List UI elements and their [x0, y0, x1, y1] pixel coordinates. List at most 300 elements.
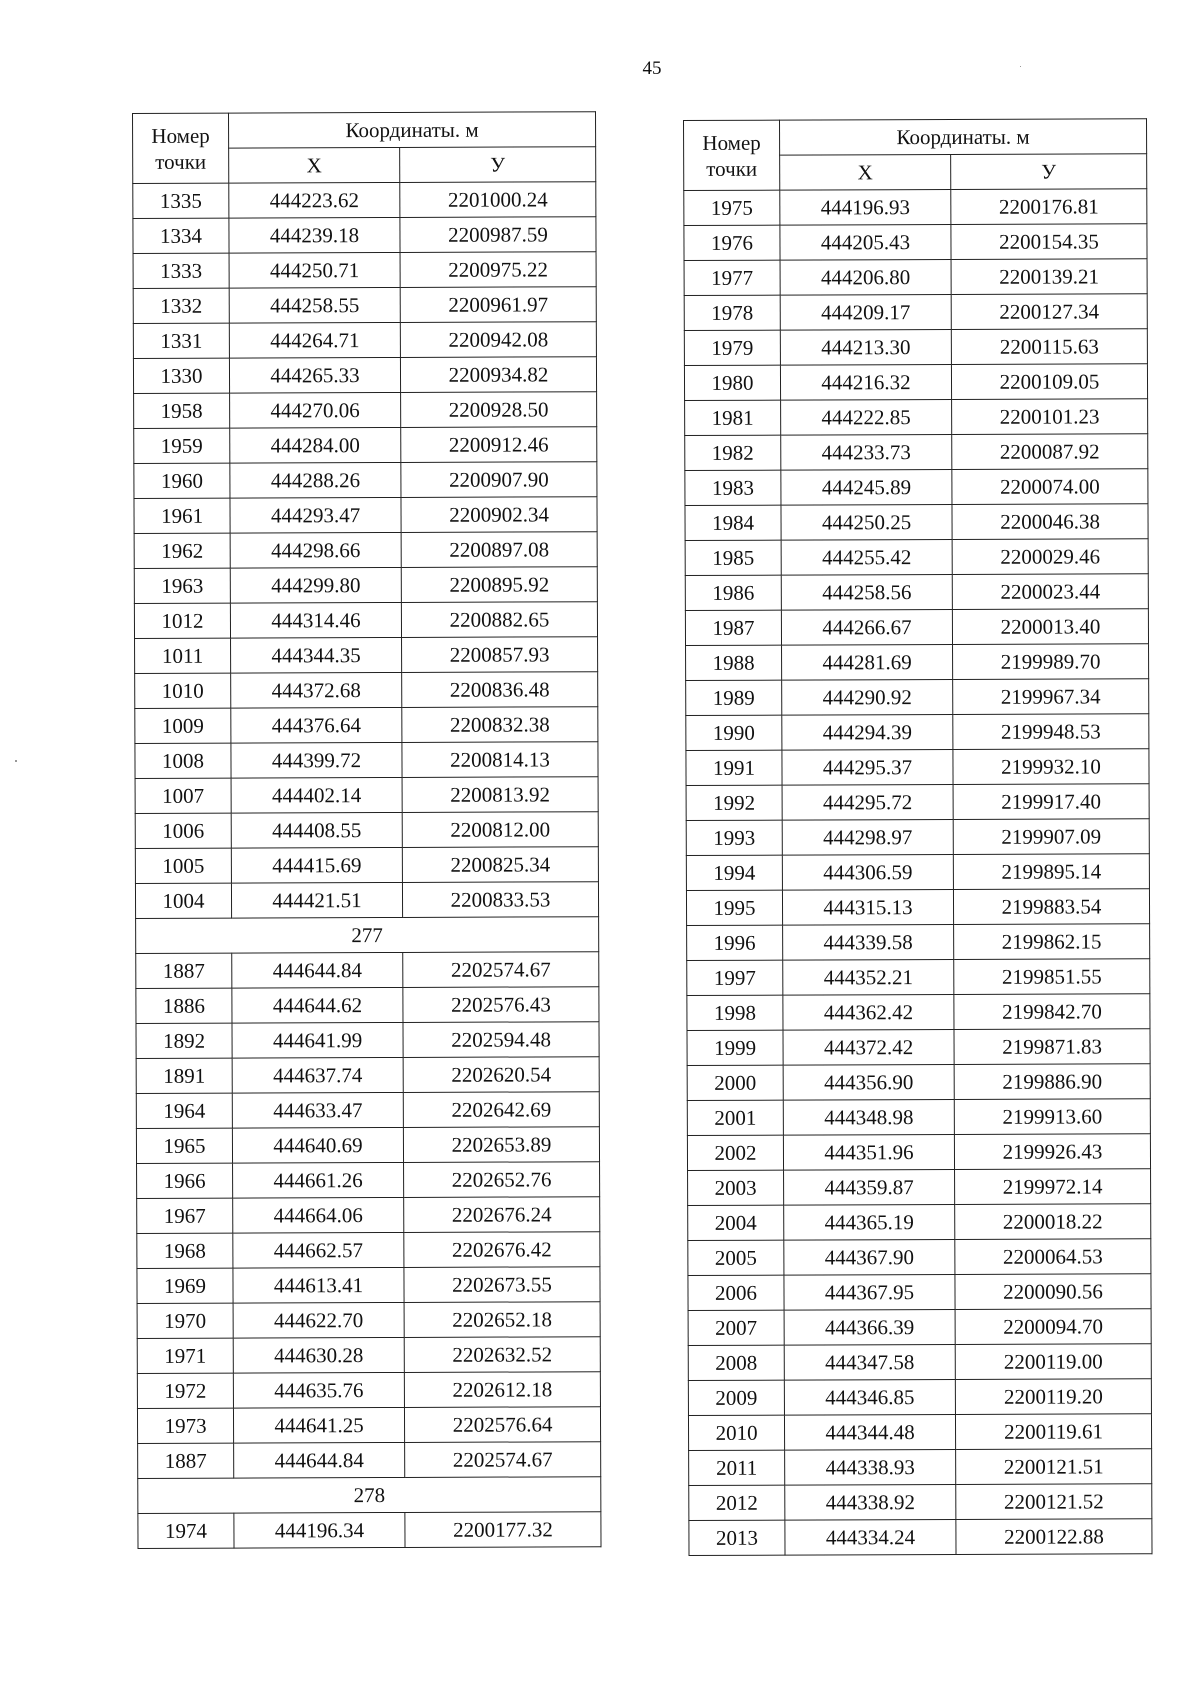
table-row [688, 1169, 1151, 1206]
point-number-cell: 1970 [137, 1303, 233, 1338]
table-row [137, 1337, 600, 1374]
table-row [138, 1442, 601, 1479]
point-number-cell: 1997 [687, 960, 783, 995]
x-coordinate-cell: 444295.37 [782, 749, 953, 785]
point-number-cell: 1962 [134, 533, 230, 568]
section-number: 277 [136, 917, 599, 954]
point-number-cell: 1975 [684, 190, 780, 225]
y-coordinate-cell: 2200176.81 [951, 189, 1147, 225]
table-row [686, 749, 1149, 786]
point-number-cell: 1333 [133, 253, 229, 288]
y-coordinate-cell: 2200975.22 [400, 252, 596, 288]
x-coordinate-cell: 444338.93 [785, 1449, 956, 1485]
y-coordinate-cell: 2199972.14 [955, 1169, 1151, 1205]
point-number-cell: 1887 [138, 1443, 234, 1478]
x-coordinate-cell: 444408.55 [231, 812, 402, 848]
point-number-cell: 2007 [688, 1310, 784, 1345]
y-coordinate-cell: 2200023.44 [952, 574, 1148, 610]
table-body [133, 182, 601, 1549]
point-number-cell: 1008 [135, 743, 231, 778]
x-coordinate-cell: 444356.90 [783, 1064, 954, 1100]
scan-speck [15, 760, 17, 762]
x-coordinate-cell: 444640.69 [232, 1127, 403, 1163]
x-coordinate-cell: 444613.41 [233, 1267, 404, 1303]
point-number-cell: 1988 [686, 645, 782, 680]
x-coordinate-cell: 444295.72 [782, 784, 953, 820]
y-coordinate-cell: 2200119.00 [955, 1344, 1151, 1380]
point-number-cell: 2001 [687, 1100, 783, 1135]
y-column-header: У [400, 147, 596, 183]
table-row [135, 707, 598, 744]
y-coordinate-cell: 2199948.53 [953, 714, 1149, 750]
table-row [137, 1162, 600, 1199]
y-coordinate-cell: 2200814.13 [402, 742, 598, 778]
table-row [137, 1372, 600, 1409]
y-coordinate-cell: 2199883.54 [953, 889, 1149, 925]
point-number-cell: 1984 [685, 505, 781, 540]
point-number-cell: 1330 [133, 358, 229, 393]
x-coordinate-cell: 444315.13 [782, 889, 953, 925]
point-number-cell: 2011 [689, 1450, 785, 1485]
y-coordinate-cell: 2200942.08 [400, 322, 596, 358]
table-row [136, 1022, 599, 1059]
x-coordinate-cell: 444644.62 [232, 987, 403, 1023]
point-number-cell: 1332 [133, 288, 229, 323]
table-row [137, 1267, 600, 1304]
x-coordinate-cell: 444223.62 [229, 182, 400, 218]
table-row [687, 1064, 1150, 1101]
x-coordinate-cell: 444338.92 [785, 1484, 956, 1520]
y-coordinate-cell: 2202576.64 [404, 1407, 600, 1443]
point-number-cell: 1983 [685, 470, 781, 505]
table-row [135, 847, 598, 884]
x-coordinate-cell: 444196.93 [780, 189, 951, 225]
y-coordinate-cell: 2200907.90 [401, 462, 597, 498]
y-coordinate-cell: 2200119.20 [955, 1379, 1151, 1415]
table-row [134, 497, 597, 534]
x-coordinate-cell: 444344.35 [231, 637, 402, 673]
section-row [138, 1477, 601, 1514]
x-coordinate-cell: 444298.66 [230, 532, 401, 568]
table-row [686, 784, 1149, 821]
x-coordinate-cell: 444265.33 [229, 357, 400, 393]
y-coordinate-cell: 2200177.32 [405, 1512, 601, 1548]
table-row [688, 1239, 1151, 1276]
y-coordinate-cell: 2199917.40 [953, 784, 1149, 820]
table-row [134, 427, 597, 464]
point-number-cell: 1999 [687, 1030, 783, 1065]
point-number-cell: 1964 [136, 1093, 232, 1128]
point-number-cell: 2013 [689, 1520, 785, 1555]
table-row [689, 1519, 1152, 1556]
point-number-cell: 1968 [137, 1233, 233, 1268]
y-coordinate-cell: 2202576.43 [403, 987, 599, 1023]
point-number-cell: 2002 [687, 1135, 783, 1170]
y-coordinate-cell: 2200895.92 [401, 567, 597, 603]
y-coordinate-cell: 2200934.82 [400, 357, 596, 393]
y-coordinate-cell: 2202642.69 [403, 1092, 599, 1128]
y-coordinate-cell: 2200833.53 [402, 882, 598, 918]
x-coordinate-cell: 444421.51 [231, 882, 402, 918]
y-coordinate-cell: 2200832.38 [402, 707, 598, 743]
point-number-cell: 1005 [135, 848, 231, 883]
y-coordinate-cell: 2200109.05 [951, 364, 1147, 400]
point-number-cell: 1998 [687, 995, 783, 1030]
y-coordinate-cell: 2200882.65 [401, 602, 597, 638]
y-coordinate-cell: 2201000.24 [400, 182, 596, 218]
table-row [687, 959, 1150, 996]
table-row [687, 1099, 1150, 1136]
point-number-cell: 1967 [137, 1198, 233, 1233]
x-coordinate-cell: 444365.19 [784, 1204, 955, 1240]
y-coordinate-cell: 2200122.88 [956, 1519, 1152, 1555]
table-row [137, 1407, 600, 1444]
table-row [685, 504, 1148, 541]
table-row [687, 1134, 1150, 1171]
point-number-header: Номер точки [684, 120, 780, 190]
point-number-cell: 2008 [688, 1345, 784, 1380]
table-row [137, 1232, 600, 1269]
table-row [135, 742, 598, 779]
table-body [684, 189, 1152, 1556]
x-coordinate-cell: 444339.58 [783, 924, 954, 960]
point-number-cell: 1994 [686, 855, 782, 890]
table-row [133, 252, 596, 289]
table-row [687, 994, 1150, 1031]
point-number-cell: 1987 [685, 610, 781, 645]
x-coordinate-cell: 444367.90 [784, 1239, 955, 1275]
table-row [135, 777, 598, 814]
point-number-cell: 1976 [684, 225, 780, 260]
table-row [686, 679, 1149, 716]
x-coordinate-cell: 444334.24 [785, 1519, 956, 1555]
y-coordinate-cell: 2202632.52 [404, 1337, 600, 1373]
table-row [135, 672, 598, 709]
table-row [135, 812, 598, 849]
coordinates-header: Координаты. м [229, 112, 596, 148]
x-coordinate-cell: 444641.99 [232, 1022, 403, 1058]
x-coordinate-cell: 444281.69 [782, 644, 953, 680]
table-row [686, 889, 1149, 926]
point-number-cell: 1886 [136, 988, 232, 1023]
point-number-cell: 1969 [137, 1268, 233, 1303]
x-coordinate-cell: 444351.96 [783, 1134, 954, 1170]
point-number-cell: 1980 [684, 365, 780, 400]
y-coordinate-cell: 2202676.42 [404, 1232, 600, 1268]
coordinates-header: Координаты. м [780, 119, 1147, 155]
x-coordinate-cell: 444258.56 [781, 574, 952, 610]
table-row [685, 574, 1148, 611]
y-coordinate-cell: 2200912.46 [401, 427, 597, 463]
point-number-cell: 1981 [685, 400, 781, 435]
point-number-cell: 1012 [134, 603, 230, 638]
y-coordinate-cell: 2200013.40 [952, 609, 1148, 645]
x-coordinate-cell: 444641.25 [233, 1407, 404, 1443]
x-coordinate-cell: 444209.17 [780, 294, 951, 330]
point-number-cell: 2009 [688, 1380, 784, 1415]
point-number-cell: 2006 [688, 1275, 784, 1310]
table-row [134, 532, 597, 569]
point-number-cell: 2003 [688, 1170, 784, 1205]
y-coordinate-cell: 2199932.10 [953, 749, 1149, 785]
y-coordinate-cell: 2200928.50 [401, 392, 597, 428]
point-number-cell: 1979 [684, 330, 780, 365]
y-coordinate-cell: 2199967.34 [953, 679, 1149, 715]
table-row [685, 434, 1148, 471]
y-coordinate-cell: 2202612.18 [404, 1372, 600, 1408]
y-coordinate-cell: 2200029.46 [952, 539, 1148, 575]
y-coordinate-cell: 2200902.34 [401, 497, 597, 533]
table-row [684, 364, 1147, 401]
x-coordinate-cell: 444372.68 [231, 672, 402, 708]
x-coordinate-cell: 444314.46 [230, 602, 401, 638]
y-coordinate-cell: 2200090.56 [955, 1274, 1151, 1310]
y-coordinate-cell: 2200154.35 [951, 224, 1147, 260]
y-coordinate-cell: 2200825.34 [402, 847, 598, 883]
table-row [136, 1092, 599, 1129]
y-coordinate-cell: 2199862.15 [954, 924, 1150, 960]
coordinates-table-right [683, 118, 1153, 1556]
point-number-cell: 1971 [137, 1338, 233, 1373]
point-number-cell: 1334 [133, 218, 229, 253]
table-row [686, 819, 1149, 856]
point-number-cell: 2010 [688, 1415, 784, 1450]
x-coordinate-cell: 444362.42 [783, 994, 954, 1030]
y-coordinate-cell: 2200857.93 [402, 637, 598, 673]
point-number-cell: 1004 [135, 883, 231, 918]
y-coordinate-cell: 2200018.22 [955, 1204, 1151, 1240]
page-number: 45 [642, 58, 662, 79]
point-number-cell: 1331 [133, 323, 229, 358]
x-coordinate-cell: 444399.72 [231, 742, 402, 778]
table-row [688, 1309, 1151, 1346]
table-row [688, 1414, 1151, 1451]
x-coordinate-cell: 444196.34 [234, 1512, 405, 1548]
x-column-header: Х [229, 147, 400, 183]
x-coordinate-cell: 444270.06 [230, 392, 401, 428]
x-coordinate-cell: 444402.14 [231, 777, 402, 813]
y-coordinate-cell: 2202653.89 [403, 1127, 599, 1163]
y-coordinate-cell: 2202620.54 [403, 1057, 599, 1093]
scan-speck [1020, 66, 1021, 67]
point-number-header: Номер точки [133, 113, 229, 183]
x-coordinate-cell: 444288.26 [230, 462, 401, 498]
y-coordinate-cell: 2199907.09 [953, 819, 1149, 855]
point-number-cell: 2004 [688, 1205, 784, 1240]
x-coordinate-cell: 444633.47 [232, 1092, 403, 1128]
table-row [685, 469, 1148, 506]
point-number-cell: 1009 [135, 708, 231, 743]
table-row [136, 1057, 599, 1094]
y-coordinate-cell: 2200115.63 [951, 329, 1147, 365]
x-coordinate-cell: 444344.48 [784, 1414, 955, 1450]
x-coordinate-cell: 444367.95 [784, 1274, 955, 1310]
y-coordinate-cell: 2202652.76 [404, 1162, 600, 1198]
table-row [687, 924, 1150, 961]
x-coordinate-cell: 444264.71 [229, 322, 400, 358]
point-number-cell: 2000 [687, 1065, 783, 1100]
x-coordinate-cell: 444664.06 [233, 1197, 404, 1233]
x-coordinate-cell: 444630.28 [233, 1337, 404, 1373]
x-coordinate-cell: 444662.57 [233, 1232, 404, 1268]
y-coordinate-cell: 2200836.48 [402, 672, 598, 708]
x-coordinate-cell: 444372.42 [783, 1029, 954, 1065]
point-number-cell: 1982 [685, 435, 781, 470]
point-number-cell: 1986 [685, 575, 781, 610]
point-number-cell: 1335 [133, 183, 229, 218]
table-row [133, 322, 596, 359]
table-row [685, 609, 1148, 646]
x-coordinate-cell: 444661.26 [233, 1162, 404, 1198]
table-row [134, 602, 597, 639]
table-row [137, 1302, 600, 1339]
y-coordinate-cell: 2200127.34 [951, 294, 1147, 330]
point-number-cell: 1991 [686, 750, 782, 785]
x-coordinate-cell: 444347.58 [784, 1344, 955, 1380]
y-coordinate-cell: 2202652.18 [404, 1302, 600, 1338]
point-number-cell: 1963 [134, 568, 230, 603]
y-coordinate-cell: 2202574.67 [403, 952, 599, 988]
table-row [688, 1379, 1151, 1416]
y-coordinate-cell: 2200087.92 [952, 434, 1148, 470]
table-row [688, 1274, 1151, 1311]
x-coordinate-cell: 444245.89 [781, 469, 952, 505]
x-coordinate-cell: 444255.42 [781, 539, 952, 575]
table-row [684, 259, 1147, 296]
y-coordinate-cell: 2200812.00 [402, 812, 598, 848]
table-row [134, 462, 597, 499]
table-row [689, 1484, 1152, 1521]
x-coordinate-cell: 444284.00 [230, 427, 401, 463]
x-coordinate-cell: 444635.76 [233, 1372, 404, 1408]
x-coordinate-cell: 444622.70 [233, 1302, 404, 1338]
table-row [138, 1512, 601, 1549]
section-number: 278 [138, 1477, 601, 1514]
x-coordinate-cell: 444644.84 [232, 952, 403, 988]
x-coordinate-cell: 444293.47 [230, 497, 401, 533]
x-coordinate-cell: 444644.84 [234, 1442, 405, 1478]
point-number-cell: 1990 [686, 715, 782, 750]
y-coordinate-cell: 2200813.92 [402, 777, 598, 813]
x-coordinate-cell: 444299.80 [230, 567, 401, 603]
x-coordinate-cell: 444366.39 [784, 1309, 955, 1345]
x-coordinate-cell: 444306.59 [782, 854, 953, 890]
y-coordinate-cell: 2200064.53 [955, 1239, 1151, 1275]
point-number-cell: 1974 [138, 1513, 234, 1548]
point-number-cell: 1010 [135, 673, 231, 708]
y-coordinate-cell: 2200139.21 [951, 259, 1147, 295]
table-row [684, 224, 1147, 261]
y-coordinate-cell: 2200074.00 [952, 469, 1148, 505]
point-number-cell: 1977 [684, 260, 780, 295]
x-coordinate-cell: 444376.64 [231, 707, 402, 743]
table-row [686, 854, 1149, 891]
section-row [136, 917, 599, 954]
x-column-header: Х [780, 154, 951, 190]
table-header [133, 112, 596, 184]
y-coordinate-cell: 2200121.52 [956, 1484, 1152, 1520]
y-coordinate-cell: 2200046.38 [952, 504, 1148, 540]
table-row [135, 637, 598, 674]
point-number-cell: 1995 [686, 890, 782, 925]
y-coordinate-cell: 2199989.70 [953, 644, 1149, 680]
table-row [688, 1204, 1151, 1241]
x-coordinate-cell: 444216.32 [780, 364, 951, 400]
y-coordinate-cell: 2200987.59 [400, 217, 596, 253]
table-row [684, 294, 1147, 331]
x-coordinate-cell: 444205.43 [780, 224, 951, 260]
coordinates-table-left [132, 111, 602, 1549]
y-coordinate-cell: 2202574.67 [405, 1442, 601, 1478]
x-coordinate-cell: 444298.97 [782, 819, 953, 855]
table-row [133, 182, 596, 219]
table-row [686, 644, 1149, 681]
table-row [685, 539, 1148, 576]
table-row [135, 882, 598, 919]
x-coordinate-cell: 444213.30 [780, 329, 951, 365]
y-coordinate-cell: 2199851.55 [954, 959, 1150, 995]
point-number-cell: 1011 [135, 638, 231, 673]
point-number-cell: 1972 [137, 1373, 233, 1408]
point-number-cell: 1006 [135, 813, 231, 848]
y-coordinate-cell: 2199842.70 [954, 994, 1150, 1030]
x-coordinate-cell: 444266.67 [781, 609, 952, 645]
point-number-cell: 1887 [136, 953, 232, 988]
point-number-cell: 1996 [687, 925, 783, 960]
x-coordinate-cell: 444233.73 [781, 434, 952, 470]
x-coordinate-cell: 444258.55 [229, 287, 400, 323]
point-number-cell: 1973 [137, 1408, 233, 1443]
point-number-cell: 1992 [686, 785, 782, 820]
x-coordinate-cell: 444346.85 [784, 1379, 955, 1415]
point-number-cell: 1965 [136, 1128, 232, 1163]
point-number-cell: 1959 [134, 428, 230, 463]
y-coordinate-cell: 2202673.55 [404, 1267, 600, 1303]
table-row [689, 1449, 1152, 1486]
point-number-cell: 2012 [689, 1485, 785, 1520]
x-coordinate-cell: 444239.18 [229, 217, 400, 253]
point-number-cell: 1978 [684, 295, 780, 330]
table-row [133, 217, 596, 254]
y-coordinate-cell: 2200897.08 [401, 532, 597, 568]
point-number-cell: 1892 [136, 1023, 232, 1058]
y-coordinate-cell: 2200961.97 [400, 287, 596, 323]
table-row [136, 952, 599, 989]
table-row [685, 399, 1148, 436]
x-coordinate-cell: 444250.71 [229, 252, 400, 288]
x-coordinate-cell: 444222.85 [781, 399, 952, 435]
point-number-cell: 1961 [134, 498, 230, 533]
y-coordinate-cell: 2199913.60 [954, 1099, 1150, 1135]
point-number-cell: 1891 [136, 1058, 232, 1093]
y-coordinate-cell: 2199926.43 [954, 1134, 1150, 1170]
y-coordinate-cell: 2200121.51 [956, 1449, 1152, 1485]
table-row [684, 329, 1147, 366]
table-row [136, 1127, 599, 1164]
table-row [687, 1029, 1150, 1066]
y-coordinate-cell: 2199871.83 [954, 1029, 1150, 1065]
table-row [134, 392, 597, 429]
y-coordinate-cell: 2200119.61 [955, 1414, 1151, 1450]
table-row [136, 987, 599, 1024]
x-coordinate-cell: 444352.21 [783, 959, 954, 995]
point-number-cell: 1966 [137, 1163, 233, 1198]
x-coordinate-cell: 444348.98 [783, 1099, 954, 1135]
point-number-cell: 1007 [135, 778, 231, 813]
y-coordinate-cell: 2200094.70 [955, 1309, 1151, 1345]
y-coordinate-cell: 2200101.23 [952, 399, 1148, 435]
x-coordinate-cell: 444206.80 [780, 259, 951, 295]
